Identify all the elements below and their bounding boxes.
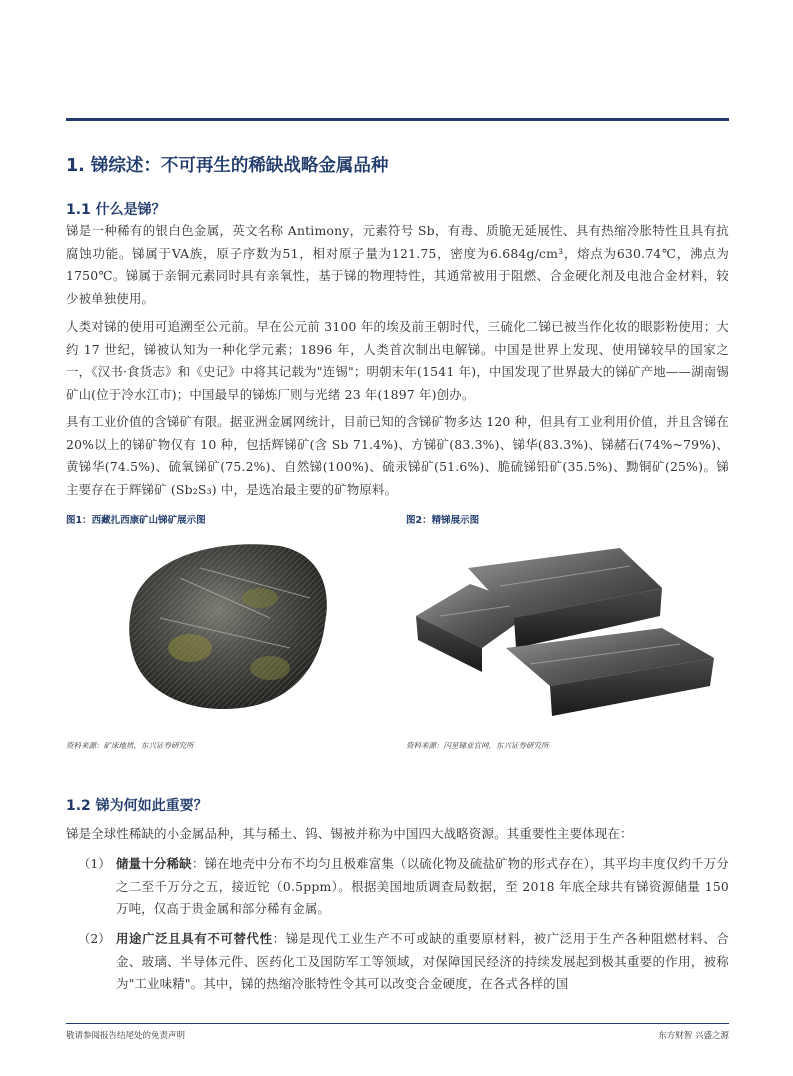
list-item-1 <box>116 853 729 921</box>
list-number-1: （1） <box>78 856 111 871</box>
section-title: 1. 锑综述：不可再生的稀缺战略金属品种 <box>66 156 389 176</box>
list-item-1-keyword: 储量十分稀缺 <box>116 856 192 871</box>
footer-slogan: 东方财智 兴盛之源 <box>658 1031 729 1041</box>
figure-2-source: 资料来源：闪星锑业官网，东兴证券研究所 <box>406 741 549 750</box>
subsection-title-1-1: 1.1 什么是锑？ <box>66 202 166 218</box>
footer-disclaimer: 敬请参阅报告结尾处的免责声明 <box>66 1031 186 1041</box>
header-rule <box>66 118 729 121</box>
paragraph-history: 人类对锑的使用可追溯至公元前。早在公元前 3100 年的埃及前王朝时代，三硫化二锑已被当作化妆的眼影粉使用；大约 17 世纪，锑被认知为一种化学元素；1896 年，人类首次制出电解锑。中国是世界上发现、使用锑较早的国家之一，《汉书·食货志》和《史记》中将其记载为"连锡"；明朝末年(1541 年)，中国发现了世界最大的锑矿产地——湖南锡矿山(位于冷水江市)；中国最早的锑炼厂则与光绪 23 年(1897 年)创办。 <box>66 319 729 402</box>
figure-1-source: 资料来源：矿床地质，东兴证券研究所 <box>66 741 194 750</box>
footer-rule <box>66 1023 729 1024</box>
paragraph-definition: 锑是一种稀有的银白色金属，英文名称 Antimony，元素符号 Sb，有毒、质脆无延展性、具有热缩冷胀特性且具有抗腐蚀功能。锑属于VA族，原子序数为51，相对原子量为121.75，密度为6.684g/cm³，熔点为630.74℃，沸点为1750℃。锑属于亲铜元素同时具有亲氧性，基于锑的物理特性，其通常被用于阻燃、合金硬化剂及电池合金材料，较少被单独使用。 <box>66 223 729 306</box>
list-number-2: （2） <box>78 931 111 946</box>
subsection-title-1-2: 1.2 锑为何如此重要？ <box>66 798 208 814</box>
list-item-2-text: ：锑是现代工业生产不可或缺的重要原材料，被广泛用于生产各种阻燃材料、合金、玻璃、半导体元件、医药化工及国防军工等领域，对保障国民经济的持续发展起到极其重要的作用，被称为"工业味精"。其中，锑的热缩冷胀特性令其可以改变合金硬度，在各式各样的国 <box>116 931 730 991</box>
paragraph-minerals: 具有工业价值的含锑矿有限。据亚洲金属网统计，目前已知的含锑矿物多达 120 种，但具有工业利用价值，并且含锑在 20%以上的锑矿物仅有 10 种，包括辉锑矿(含 Sb 71.4%)、方锑矿(83.3%)、锑华(83.3%)、锑赭石(74%~79%)、黄锑华(74.5%)、硫氧锑矿(75.2%)、自然锑(100%)、硫汞锑矿(51.6%)、脆硫锑铅矿(35.5%)、黝铜矿(25%)。锑主要存在于辉锑矿 (Sb₂S₃) 中，是选冶最主要的矿物原料。 <box>66 414 729 497</box>
list-item-1-text: ：锑在地壳中分布不均匀且极难富集（以硫化物及硫盐矿物的形式存在），其平均丰度仅约千万分之二至千万分之五，接近铊（0.5ppm）。根据美国地质调查局数据，至 2018 年底全球共有锑资源储量 150 万吨，仅高于贵金属和部分稀有金属。 <box>116 856 729 916</box>
figure-1-caption: 图1：西藏扎西康矿山锑矿展示图 <box>66 515 206 526</box>
list-item-2-keyword: 用途广泛且具有不可替代性 <box>116 931 273 946</box>
refined-antimony-ingots-image <box>410 536 722 726</box>
list-item-2 <box>116 928 729 996</box>
figure-2-caption: 图2：精锑展示图 <box>406 515 480 526</box>
paragraph-importance-intro: 锑是全球性稀缺的小金属品种，其与稀土、钨、锡被并称为中国四大战略资源。其重要性主要体现在： <box>66 826 633 841</box>
stibnite-ore-image <box>120 528 334 728</box>
